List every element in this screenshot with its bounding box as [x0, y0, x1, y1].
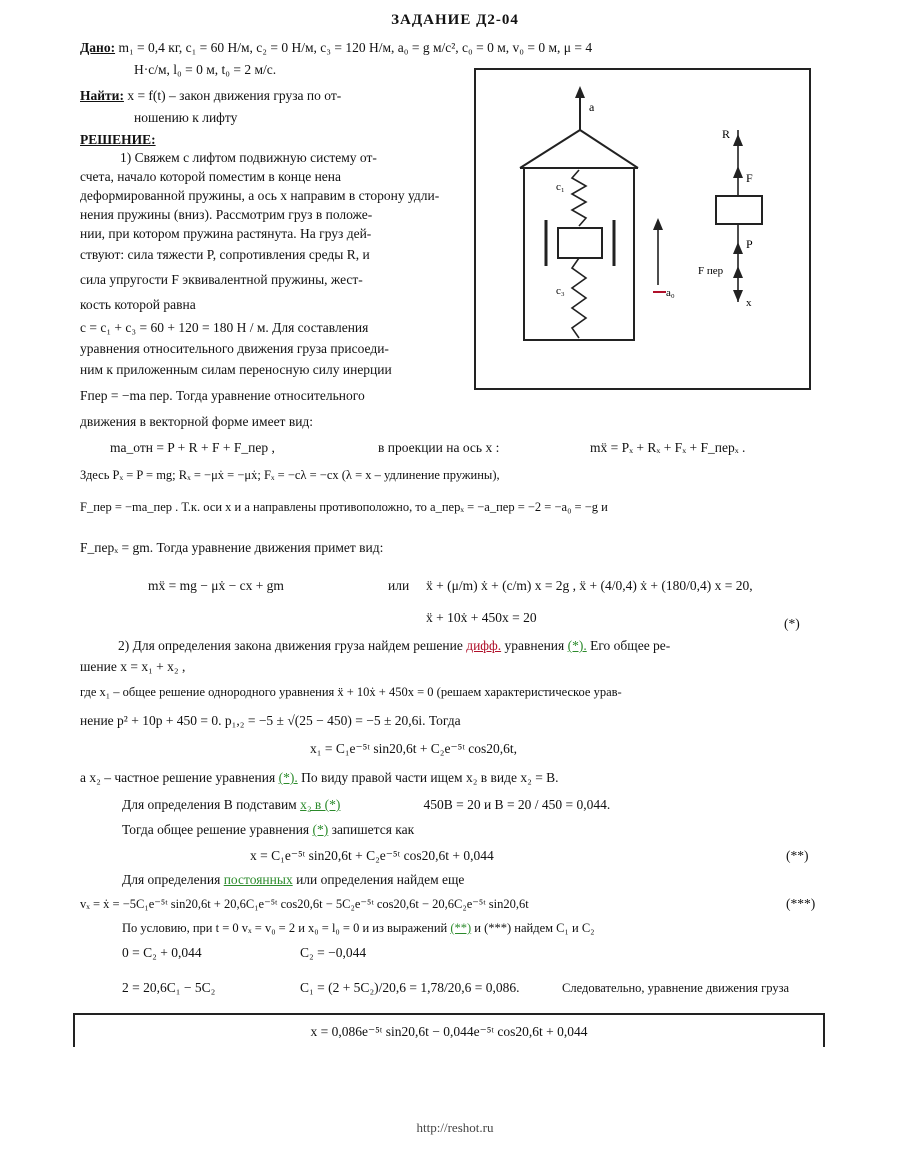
- find-row: [80, 88, 341, 104]
- B-line: [122, 797, 610, 813]
- ic-text-a: По условию, при t = 0 vₓ = v₀ = 2 и x₀ = l₀ = 0 и из выражений: [122, 921, 448, 935]
- eq-motion-2: ẍ + (μ/m) ẋ + (c/m) x = 2g , ẍ + (4/0,4) ẋ + (180/0,4) x = 20,: [426, 578, 753, 593]
- body-line-1: счета, начало которой поместим в конце нена: [80, 169, 342, 184]
- step2-line-2: шение x = x₁ + x₂ ,: [80, 659, 186, 674]
- label-F: F: [746, 171, 753, 185]
- label-P: P: [746, 237, 753, 251]
- step2-red-note: дифф.: [466, 638, 502, 653]
- answer-equation: x = 0,086e⁻⁵ᵗ sin20,6t − 0,044e⁻⁵ᵗ cos20,6t + 0,044: [310, 1024, 588, 1039]
- c-eq-1-left: 0 = C₂ + 0,044: [122, 945, 202, 960]
- label-Fper: F пер: [698, 265, 724, 277]
- ic-text-b: и (***) найдем C₁ и C₂: [474, 921, 595, 935]
- eq-projection-label: в проекции на ось x :: [378, 440, 500, 455]
- velocity-text-a: Для определения: [122, 872, 221, 887]
- velocity-green-ref: постоянных: [223, 872, 293, 887]
- page-title: ЗАДАНИЕ Д2-04: [391, 12, 519, 28]
- inertia-line: F_пер = −ma_пер . Т.к. оси x и a направлены противоположно, то a_перₓ = −a_пер = −2 = −a₀ = −g и: [80, 500, 608, 514]
- B-text-a: Для определения B подставим: [122, 797, 297, 812]
- B-green-ref: x₂ в (*): [300, 797, 341, 812]
- given-line-1: m₁ = 0,4 кг, c₁ = 60 Н/м, c₂ = 0 Н/м, c₃ = 120 Н/м, a₀ = g м/с², c₀ = 0 м, v₀ = 0 м, μ = 4: [118, 40, 593, 55]
- x2-text-b: По виду правой части ищем x₂ в виде x₂ = B.: [301, 770, 559, 785]
- label-c1: c₁: [556, 181, 565, 193]
- c-eq-1-right: C₂ = −0,044: [300, 945, 367, 960]
- given-label: Дано:: [80, 40, 116, 55]
- B-text-b: 450B = 20 и B = 20 / 450 = 0,044.: [423, 797, 611, 812]
- label-a: a: [589, 100, 595, 114]
- step2-text-a: 2) Для определения закона движения груза найдем решение: [118, 638, 463, 653]
- step2-line-4: нение p² + 10p + 450 = 0. p₁,₂ = −5 ± √(25 − 450) = −5 ± 20,6i. Тогда: [80, 713, 461, 728]
- body-line-4: нии, при котором пружина растянута. На груз дей-: [80, 226, 372, 241]
- general-text-a: Тогда общее решение уравнения: [122, 822, 310, 837]
- general-line: [122, 822, 414, 838]
- step2-text-b: уравнения: [504, 638, 565, 653]
- eq-mark-1: (*): [784, 616, 800, 631]
- velocity-equation: vₓ = ẋ = −5C₁e⁻⁵ᵗ sin20,6t + 20,6C₁e⁻⁵ᵗ cos20,6t − 5C₂e⁻⁵ᵗ cos20,6t − 20,6C₂e⁻⁵ᵗ sin20,6t: [80, 897, 529, 911]
- eq-vector: ma_отн = P + R + F + F_пер ,: [110, 440, 275, 455]
- label-R: R: [722, 127, 731, 141]
- find-line-2: ношению к лифту: [134, 110, 238, 125]
- eq-mark-2: (**): [786, 848, 809, 863]
- given-row: [80, 40, 592, 56]
- c-eq-2-right: C₁ = (2 + 5C₂)/20,6 = 1,78/20,6 = 0,086.: [300, 980, 520, 995]
- eq-motion: mẍ = mg − μẋ − cx + gm: [148, 578, 284, 593]
- body-line-5: ствуют: сила тяжести P, сопротивления среды R, и: [80, 247, 370, 262]
- general-equation: x = C₁e⁻⁵ᵗ sin20,6t + C₂e⁻⁵ᵗ cos20,6t + 0,044: [250, 848, 494, 863]
- label-c3: c₃: [556, 285, 565, 297]
- x2-text-a: а x₂ – частное решение уравнения: [80, 770, 276, 785]
- step2-line-1: [118, 638, 670, 654]
- eq-projection: mẍ = Pₓ + Rₓ + Fₓ + F_перₓ .: [590, 440, 746, 455]
- step2-line-3: где x₁ – общее решение однородного уравнения ẍ + 10ẋ + 450x = 0 (решаем характеристическое урав-: [80, 685, 622, 699]
- where-line: Здесь Pₓ = P = mg; Rₓ = −μẋ = −μẋ; Fₓ = −cλ = −cx (λ = x – удлинение пружины),: [80, 468, 500, 482]
- c-eq-2-left: 2 = 20,6C₁ − 5C₂: [122, 980, 216, 995]
- body-line-12: движения в векторной форме имеет вид:: [80, 414, 314, 429]
- general-green-ref: (*): [312, 822, 329, 837]
- body-line-8: c = c₁ + c₃ = 60 + 120 = 180 H / м. Для составления: [80, 320, 369, 335]
- solution-label: РЕШЕНИЕ:: [80, 132, 156, 147]
- body-line-10: ним к приложенным силам переносную силу инерции: [80, 362, 392, 377]
- c-eq-2-tail: Следовательно, уравнение движения груза: [562, 981, 790, 995]
- given-line-2: Н·с/м, l₀ = 0 м, t₀ = 2 м/с.: [134, 62, 277, 77]
- ic-green-ref: (**): [450, 921, 472, 935]
- velocity-intro: [122, 872, 464, 888]
- body-line-2: деформированной пружины, а ось x направим в сторону удли-: [80, 188, 440, 203]
- step2-text-c: Его общее ре-: [590, 638, 671, 653]
- step2-green-ref: (*).: [567, 638, 587, 653]
- body-line-0: 1) Свяжем с лифтом подвижную систему от-: [120, 150, 377, 165]
- find-line-1: x = f(t) – закон движения груза по от-: [127, 88, 342, 103]
- mechanism-figure: [474, 68, 811, 390]
- body-line-6: сила упругости F эквивалентной пружины, жест-: [80, 272, 363, 287]
- general-text-b: запишется как: [331, 822, 415, 837]
- inertia-line-2: F_перₓ = gm. Тогда уравнение движения примет вид:: [80, 540, 384, 555]
- eq-mark-3: (***): [786, 896, 816, 911]
- eq-motion-3: ẍ + 10ẋ + 450x = 20: [426, 610, 537, 625]
- label-x: x: [746, 297, 752, 309]
- body-line-3: нения пружины (вниз). Рассмотрим груз в положе-: [80, 207, 373, 222]
- initial-conditions: [122, 920, 595, 936]
- body-line-9: уравнения относительного движения груза присоеди-: [80, 341, 389, 356]
- body-line-11: Fпер = −ma пер. Тогда уравнение относительного: [80, 388, 365, 403]
- x2-green-ref: (*).: [278, 770, 298, 785]
- x1-equation: x₁ = C₁e⁻⁵ᵗ sin20,6t + C₂e⁻⁵ᵗ cos20,6t,: [310, 741, 518, 756]
- find-label: Найти:: [80, 88, 124, 103]
- source-url: http://reshot.ru: [416, 1120, 494, 1135]
- body-line-7: кость которой равна: [80, 297, 196, 312]
- answer-box: [73, 1013, 825, 1047]
- velocity-text-b: или определения найдем еще: [296, 872, 465, 887]
- label-a0: a₀: [666, 287, 675, 299]
- lift-spring-diagram: [476, 70, 809, 388]
- eq-or: или: [388, 578, 410, 593]
- x2-line: [80, 770, 559, 786]
